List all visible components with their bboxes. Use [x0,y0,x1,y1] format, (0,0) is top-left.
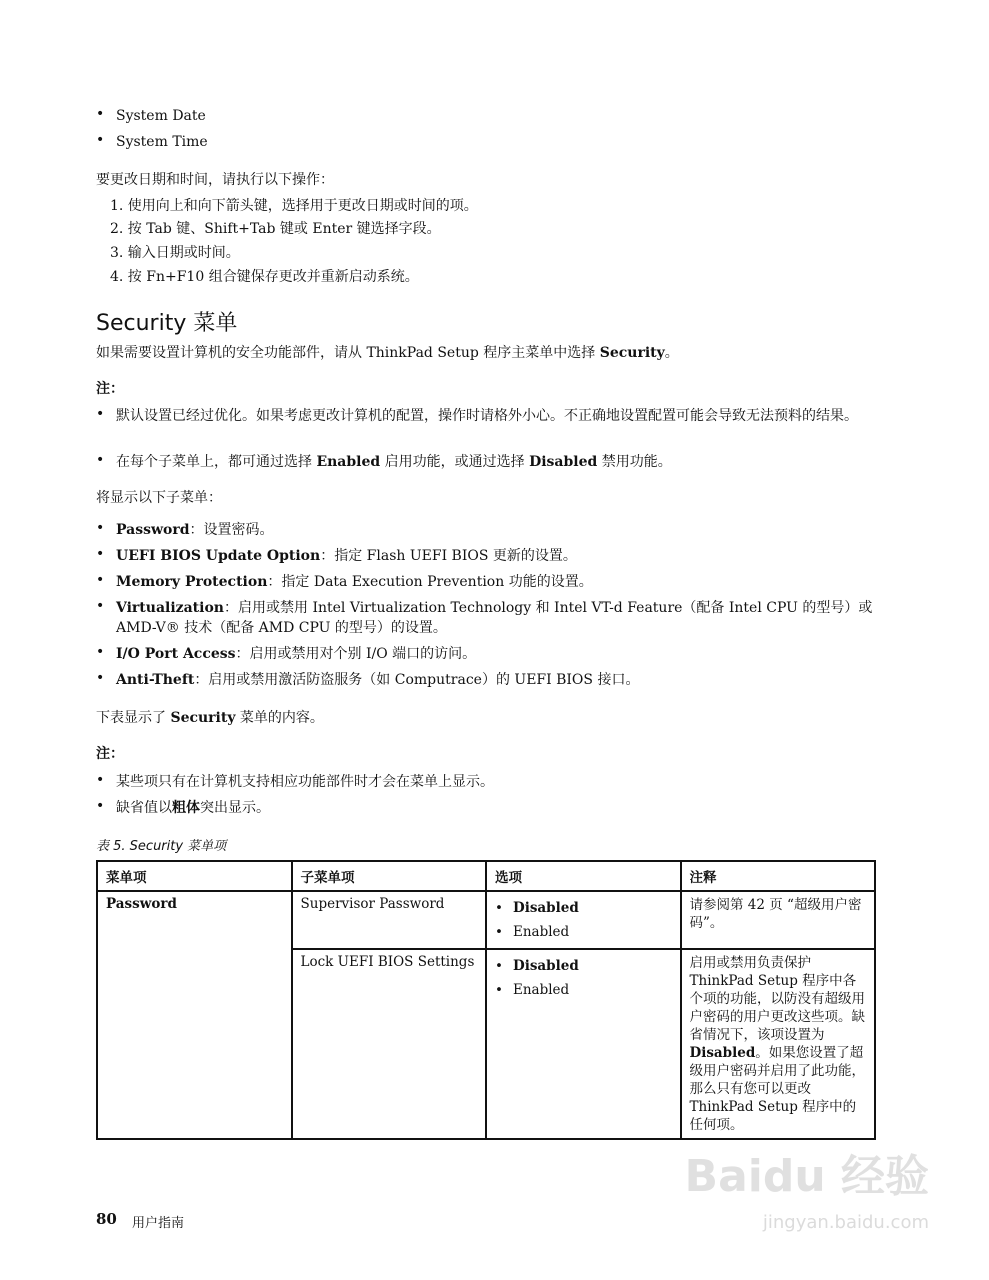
list-item: • Memory Protection：指定 Data Execution Prevention 功能的设置。 [96,572,593,592]
note-label: 注： [96,746,124,762]
paragraph: 下表显示了 Security 菜单的内容。 [96,710,324,726]
note-cell: 启用或禁用负责保护 ThinkPad Setup 程序中各个项的功能，以防没有超级用户密码的用户更改这些项。缺省情况下，该项设置为 Disabled。如果您设置了超级用户密码并启用了此功能，那么只有您可以更改 ThinkPad Setup 程序中的任何项。 [681,949,876,1139]
list-item: • 在每个子菜单上，都可通过选择 Enabled 启用功能，或通过选择 Disabled 禁用功能。 [96,452,672,472]
note-label: 注： [96,381,124,397]
list-item: • System Date [96,106,206,126]
section-title: Security 菜单 [96,311,238,336]
list-item: • Password：设置密码。 [96,520,274,540]
list-item: • Virtualization：启用或禁用 Intel Virtualization Technology 和 Intel VT-d Feature（配备 Intel CPU 的型号）或 AMD-V® 技术（配备 AMD CPU 的型号）的设置。 [96,598,876,638]
step: 2. 按 Tab 键、Shift+Tab 键或 Enter 键选择字段。 [110,221,441,237]
list-item: • I/O Port Access：启用或禁用对个别 I/O 端口的访问。 [96,644,476,664]
step: 3. 输入日期或时间。 [110,245,240,261]
table-row [97,891,875,949]
watermark-url: jingyan.baidu.com [762,1212,929,1233]
header-options: 选项 [486,861,681,891]
watermark-logo: Baidu 经验 [684,1151,929,1202]
step: 4. 按 Fn+F10 组合键保存更改并重新启动系统。 [110,269,419,285]
header-notes: 注释 [681,861,876,891]
step: 1. 使用向上和向下箭头键，选择用于更改日期或时间的项。 [110,198,478,214]
note-cell: 请参阅第 42 页 “超级用户密码”。 [681,891,876,949]
header-menu-item: 菜单项 [97,861,292,891]
list-item: • 某些项只有在计算机支持相应功能部件时才会在菜单上显示。 [96,772,494,792]
security-menu-table [96,860,876,1140]
paragraph: 如果需要设置计算机的安全功能部件，请从 ThinkPad Setup 程序主菜单中选择 Security。 [96,345,679,361]
list-item: • System Time [96,132,208,152]
options-cell: • Disabled • Enabled [486,891,681,949]
header-submenu-item: 子菜单项 [292,861,487,891]
paragraph: 将显示以下子菜单： [96,490,222,506]
submenu-cell: Lock UEFI BIOS Settings [292,949,487,1139]
table-header-row [97,861,875,891]
list-item: • UEFI BIOS Update Option：指定 Flash UEFI BIOS 更新的设置。 [96,546,577,566]
options-cell: • Disabled • Enabled [486,949,681,1139]
table-caption: 表 5. Security 菜单项 [96,839,227,854]
page-number: 80 [96,1210,117,1228]
paragraph: 要更改日期和时间，请执行以下操作： [96,172,334,188]
list-item: • 缺省值以粗体突出显示。 [96,798,270,818]
menu-item-cell: Password [97,891,292,1139]
list-item: • Anti-Theft：启用或禁用激活防盗服务（如 Computrace）的 UEFI BIOS 接口。 [96,670,639,690]
submenu-cell: Supervisor Password [292,891,487,949]
footer-title: 用户指南 [132,1216,185,1231]
list-item: • 默认设置已经过优化。如果考虑更改计算机的配置，操作时请格外小心。不正确地设置配置可能会导致无法预料的结果。 [96,406,876,426]
